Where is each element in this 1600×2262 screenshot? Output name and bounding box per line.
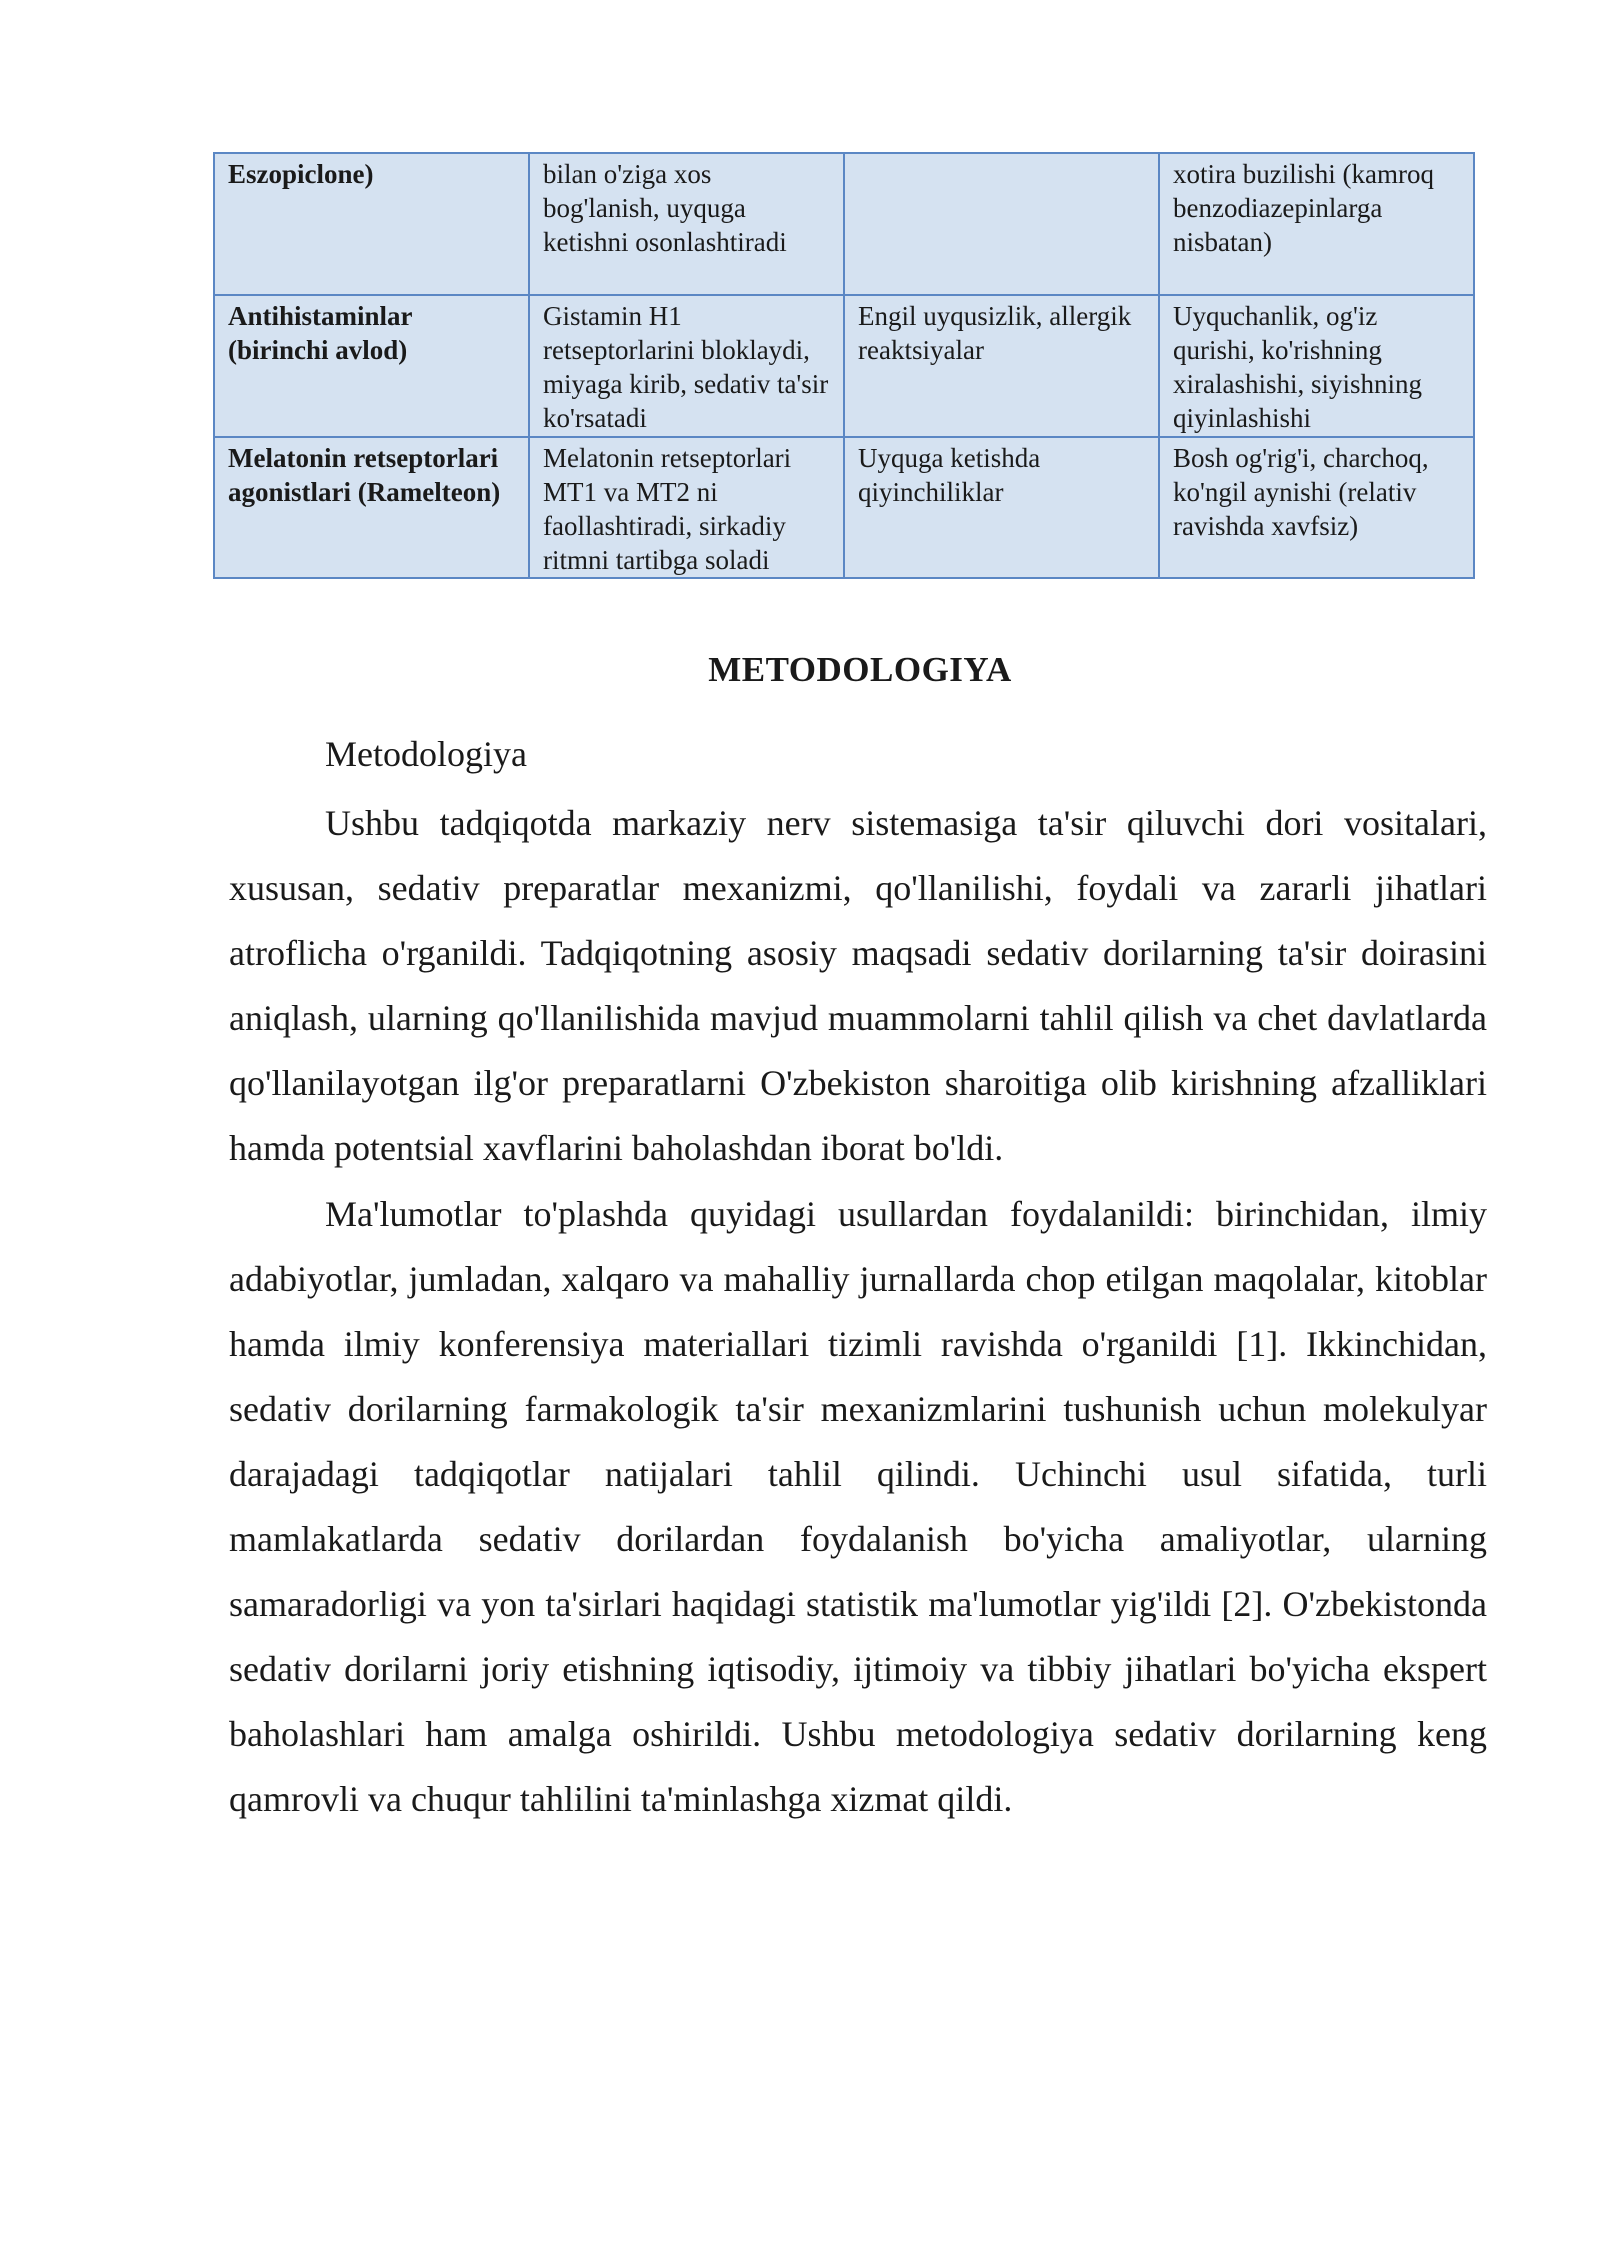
table-cell-indication: Uyquga ketishda qiyinchiliklar	[844, 437, 1159, 578]
section-heading: METODOLOGIYA	[708, 650, 1012, 689]
subheading: Metodologiya	[325, 734, 527, 774]
table-cell-mechanism: Gistamin H1 retseptorlarini bloklaydi, miyaga kirib, sedativ ta'sir ko'rsatadi	[529, 295, 844, 437]
table-cell-side-effects: xotira buzilishi (kamroq benzodiazepinlarga nisbatan)	[1159, 153, 1474, 295]
table-row	[214, 437, 1474, 578]
table-cell-side-effects: Uyquchanlik, og'iz qurishi, ko'rishning xiralashishi, siyishning qiyinlashishi	[1159, 295, 1474, 437]
table-cell-drug-name: Eszopiclone)	[214, 153, 529, 295]
table-cell-indication	[844, 153, 1159, 295]
table-cell-mechanism: bilan o'ziga xos bog'lanish, uyquga ketishni osonlashtiradi	[529, 153, 844, 295]
table-cell-indication: Engil uyqusizlik, allergik reaktsiyalar	[844, 295, 1159, 437]
table-cell-drug-name: Antihistaminlar (birinchi avlod)	[214, 295, 529, 437]
sedative-drugs-table	[213, 152, 1475, 579]
table-cell-mechanism: Melatonin retseptorlari MT1 va MT2 ni faollashtiradi, sirkadiy ritmni tartibga soladi	[529, 437, 844, 578]
body-paragraph: Ma'lumotlar to'plashda quyidagi usullardan foydalanildi: birinchidan, ilmiy adabiyotlar, jumladan, xalqaro va mahalliy jurnallarda chop etilgan maqolalar, kitoblar hamda ilmiy konferensiya materiallari tizimli ravishda o'rganildi [1]. Ikkinchidan, sedativ dorilarning farmakologik ta'sir mexanizmlarini tushunish uchun molekulyar darajadagi tadqiqotlar natijalari tahlil qilindi. Uchinchi usul sifatida, turli mamlakatlarda sedativ dorilardan foydalanish bo'yicha amaliyotlar, ularning samaradorligi va yon ta'sirlari haqidagi statistik ma'lumotlar yig'ildi [2]. O'zbekistonda sedativ dorilarni joriy etishning iqtisodiy, ijtimoiy va tibbiy jihatlari bo'yicha ekspert baholashlari ham amalga oshirildi. Ushbu metodologiya sedativ dorilarning keng qamrovli va chuqur tahlilini ta'minlashga xizmat qildi.	[229, 1194, 1487, 1819]
body-paragraph: Ushbu tadqiqotda markaziy nerv sistemasiga ta'sir qiluvchi dori vositalari, xususan, sedativ preparatlar mexanizmi, qo'llanilishi, foydali va zararli jihatlari atroflicha o'rganildi. Tadqiqotning asosiy maqsadi sedativ dorilarning ta'sir doirasini aniqlash, ularning qo'llanilishida mavjud muammolarni tahlil qilish va chet davlatlarda qo'llanilayotgan ilg'or preparatlarni O'zbekiston sharoitiga olib kirishning afzalliklari hamda potentsial xavflarini baholashdan iborat bo'ldi.	[229, 803, 1487, 1168]
table-row	[214, 153, 1474, 295]
table-cell-drug-name: Melatonin retseptorlari agonistlari (Ramelteon)	[214, 437, 529, 578]
table-row	[214, 295, 1474, 437]
table-cell-side-effects: Bosh og'rig'i, charchoq, ko'ngil aynishi (relativ ravishda xavfsiz)	[1159, 437, 1474, 578]
